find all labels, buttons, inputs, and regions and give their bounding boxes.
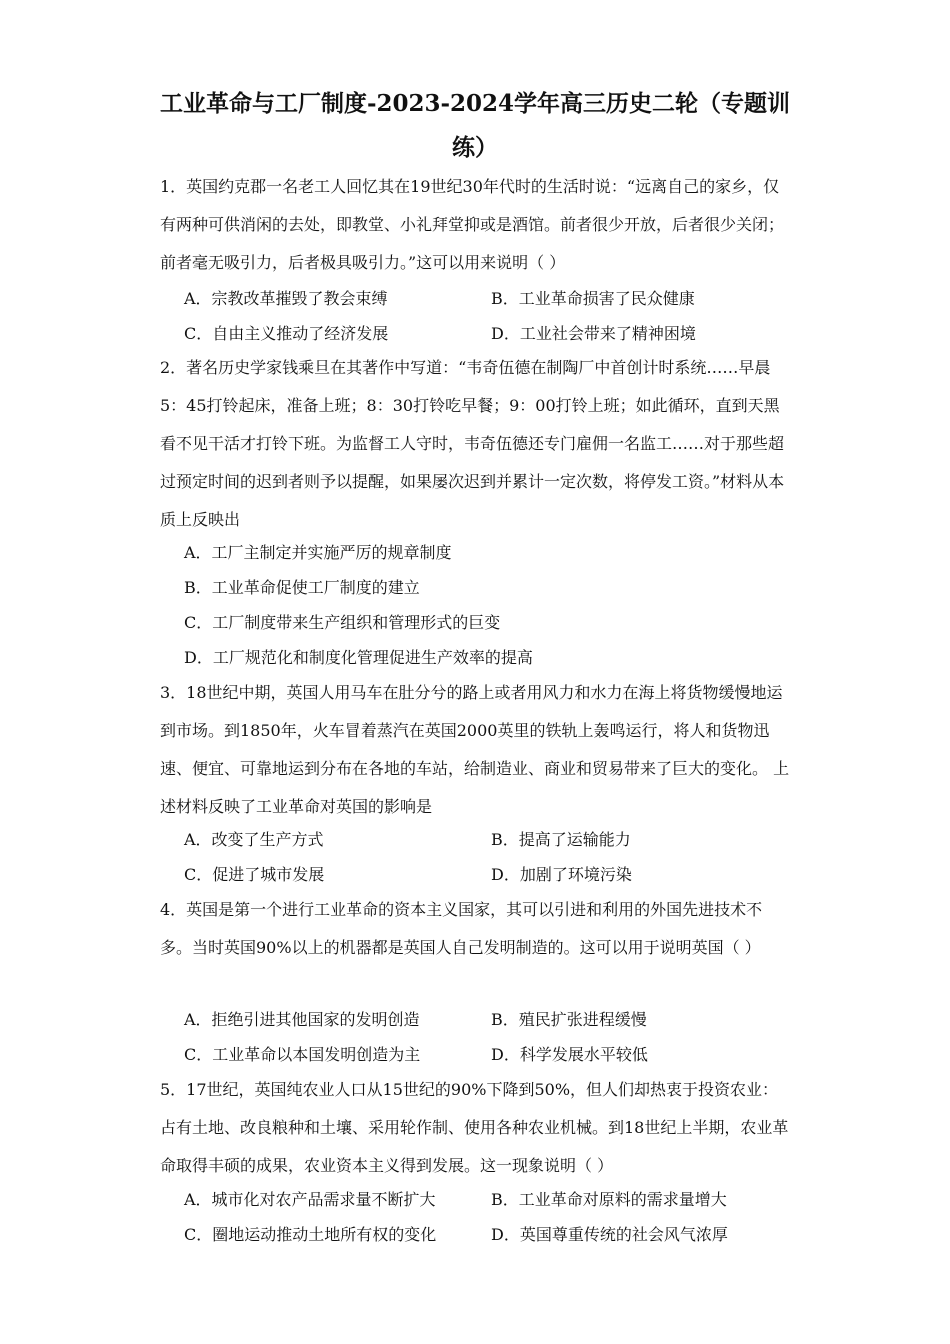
question-2-option-a: A．工厂主制定并实施严厉的规章制度 bbox=[184, 543, 452, 562]
question-1-option-c: C．自由主义推动了经济发展 bbox=[184, 324, 389, 343]
page-title: 工业革命与工厂制度-2023-2024学年高三历史二轮（专题训练） bbox=[159, 90, 791, 161]
question-3-option-d: D．加剧了环境污染 bbox=[491, 865, 632, 884]
question-5-option-d: D．英国尊重传统的社会风气浓厚 bbox=[491, 1225, 728, 1244]
question-2-option-c: C．工厂制度带来生产组织和管理形式的巨变 bbox=[184, 613, 501, 632]
question-5-stem: 5．17世纪，英国纯农业人口从15世纪的90%下降到50%，但人们却热衷于投资农业：占有土地、改良粮种和土壤、采用轮作制、使用各种农业机械。到18世纪上半期，农业革命取得丰硕的成果，农业资本主义得到发展。这一现象说明（ ） bbox=[160, 1080, 789, 1175]
question-5-option-c: C．圈地运动推动土地所有权的变化 bbox=[184, 1225, 437, 1244]
question-3-stem: 3．18世纪中期，英国人用马车在肚分兮的路上或者用风力和水力在海上将货物缓慢地运到市场。到1850年，火车冒着蒸汽在英国2000英里的铁轨上轰鸣运行，将人和货物迅速、便宜、可靠地运到分布在各地的车站，给制造业、商业和贸易带来了巨大的变化。 上述材料反映了工业革命对英国的影响是 bbox=[160, 683, 790, 816]
question-2-option-d: D．工厂规范化和制度化管理促进生产效率的提高 bbox=[184, 648, 533, 667]
question-4-option-d: D．科学发展水平较低 bbox=[491, 1045, 648, 1064]
question-1-option-b: B．工业革命损害了民众健康 bbox=[491, 289, 695, 308]
question-5-option-a: A．城市化对农产品需求量不断扩大 bbox=[184, 1190, 436, 1209]
question-4-option-a: A．拒绝引进其他国家的发明创造 bbox=[184, 1010, 420, 1029]
question-1-option-a: A．宗教改革摧毁了教会束缚 bbox=[184, 289, 388, 308]
question-2-stem: 2．著名历史学家钱乘旦在其著作中写道：“韦奇伍德在制陶厂中首创计时系统……早晨5：45打铃起床，准备上班；8：30打铃吃早餐；9：00打铃上班；如此循环，直到天黑看不见干活才打铃下班。为监督工人守时，韦奇伍德还专门雇佣一名监工……对于那些超过预定时间的迟到者则予以提醒，如果屡次迟到并累计一定次数，将停发工资。”材料从本质上反映出 bbox=[160, 358, 785, 529]
question-1-option-d: D．工业社会带来了精神困境 bbox=[491, 324, 696, 343]
question-4-option-b: B．殖民扩张进程缓慢 bbox=[491, 1010, 647, 1029]
question-2-option-b: B．工业革命促使工厂制度的建立 bbox=[184, 578, 420, 597]
question-1-stem: 1．英国约克郡一名老工人回忆其在19世纪30年代时的生活时说：“远离自己的家乡，仅有两种可供消闲的去处，即教堂、小礼拜堂抑或是酒馆。前者很少开放，后者很少关闭；前者毫无吸引力，后者极具吸引力。”这可以用来说明（ ） bbox=[160, 177, 785, 272]
question-3-option-a: A．改变了生产方式 bbox=[184, 830, 324, 849]
question-3-option-c: C．促进了城市发展 bbox=[184, 865, 325, 884]
question-4-option-c: C．工业革命以本国发明创造为主 bbox=[184, 1045, 421, 1064]
question-4-stem: 4．英国是第一个进行工业革命的资本主义国家，其可以引进和利用的外国先进技术不多。当时英国90%以上的机器都是英国人自己发明制造的。这可以用于说明英国（ ） bbox=[160, 900, 763, 957]
question-3-option-b: B．提高了运输能力 bbox=[491, 830, 631, 849]
question-5-option-b: B．工业革命对原料的需求量增大 bbox=[491, 1190, 727, 1209]
